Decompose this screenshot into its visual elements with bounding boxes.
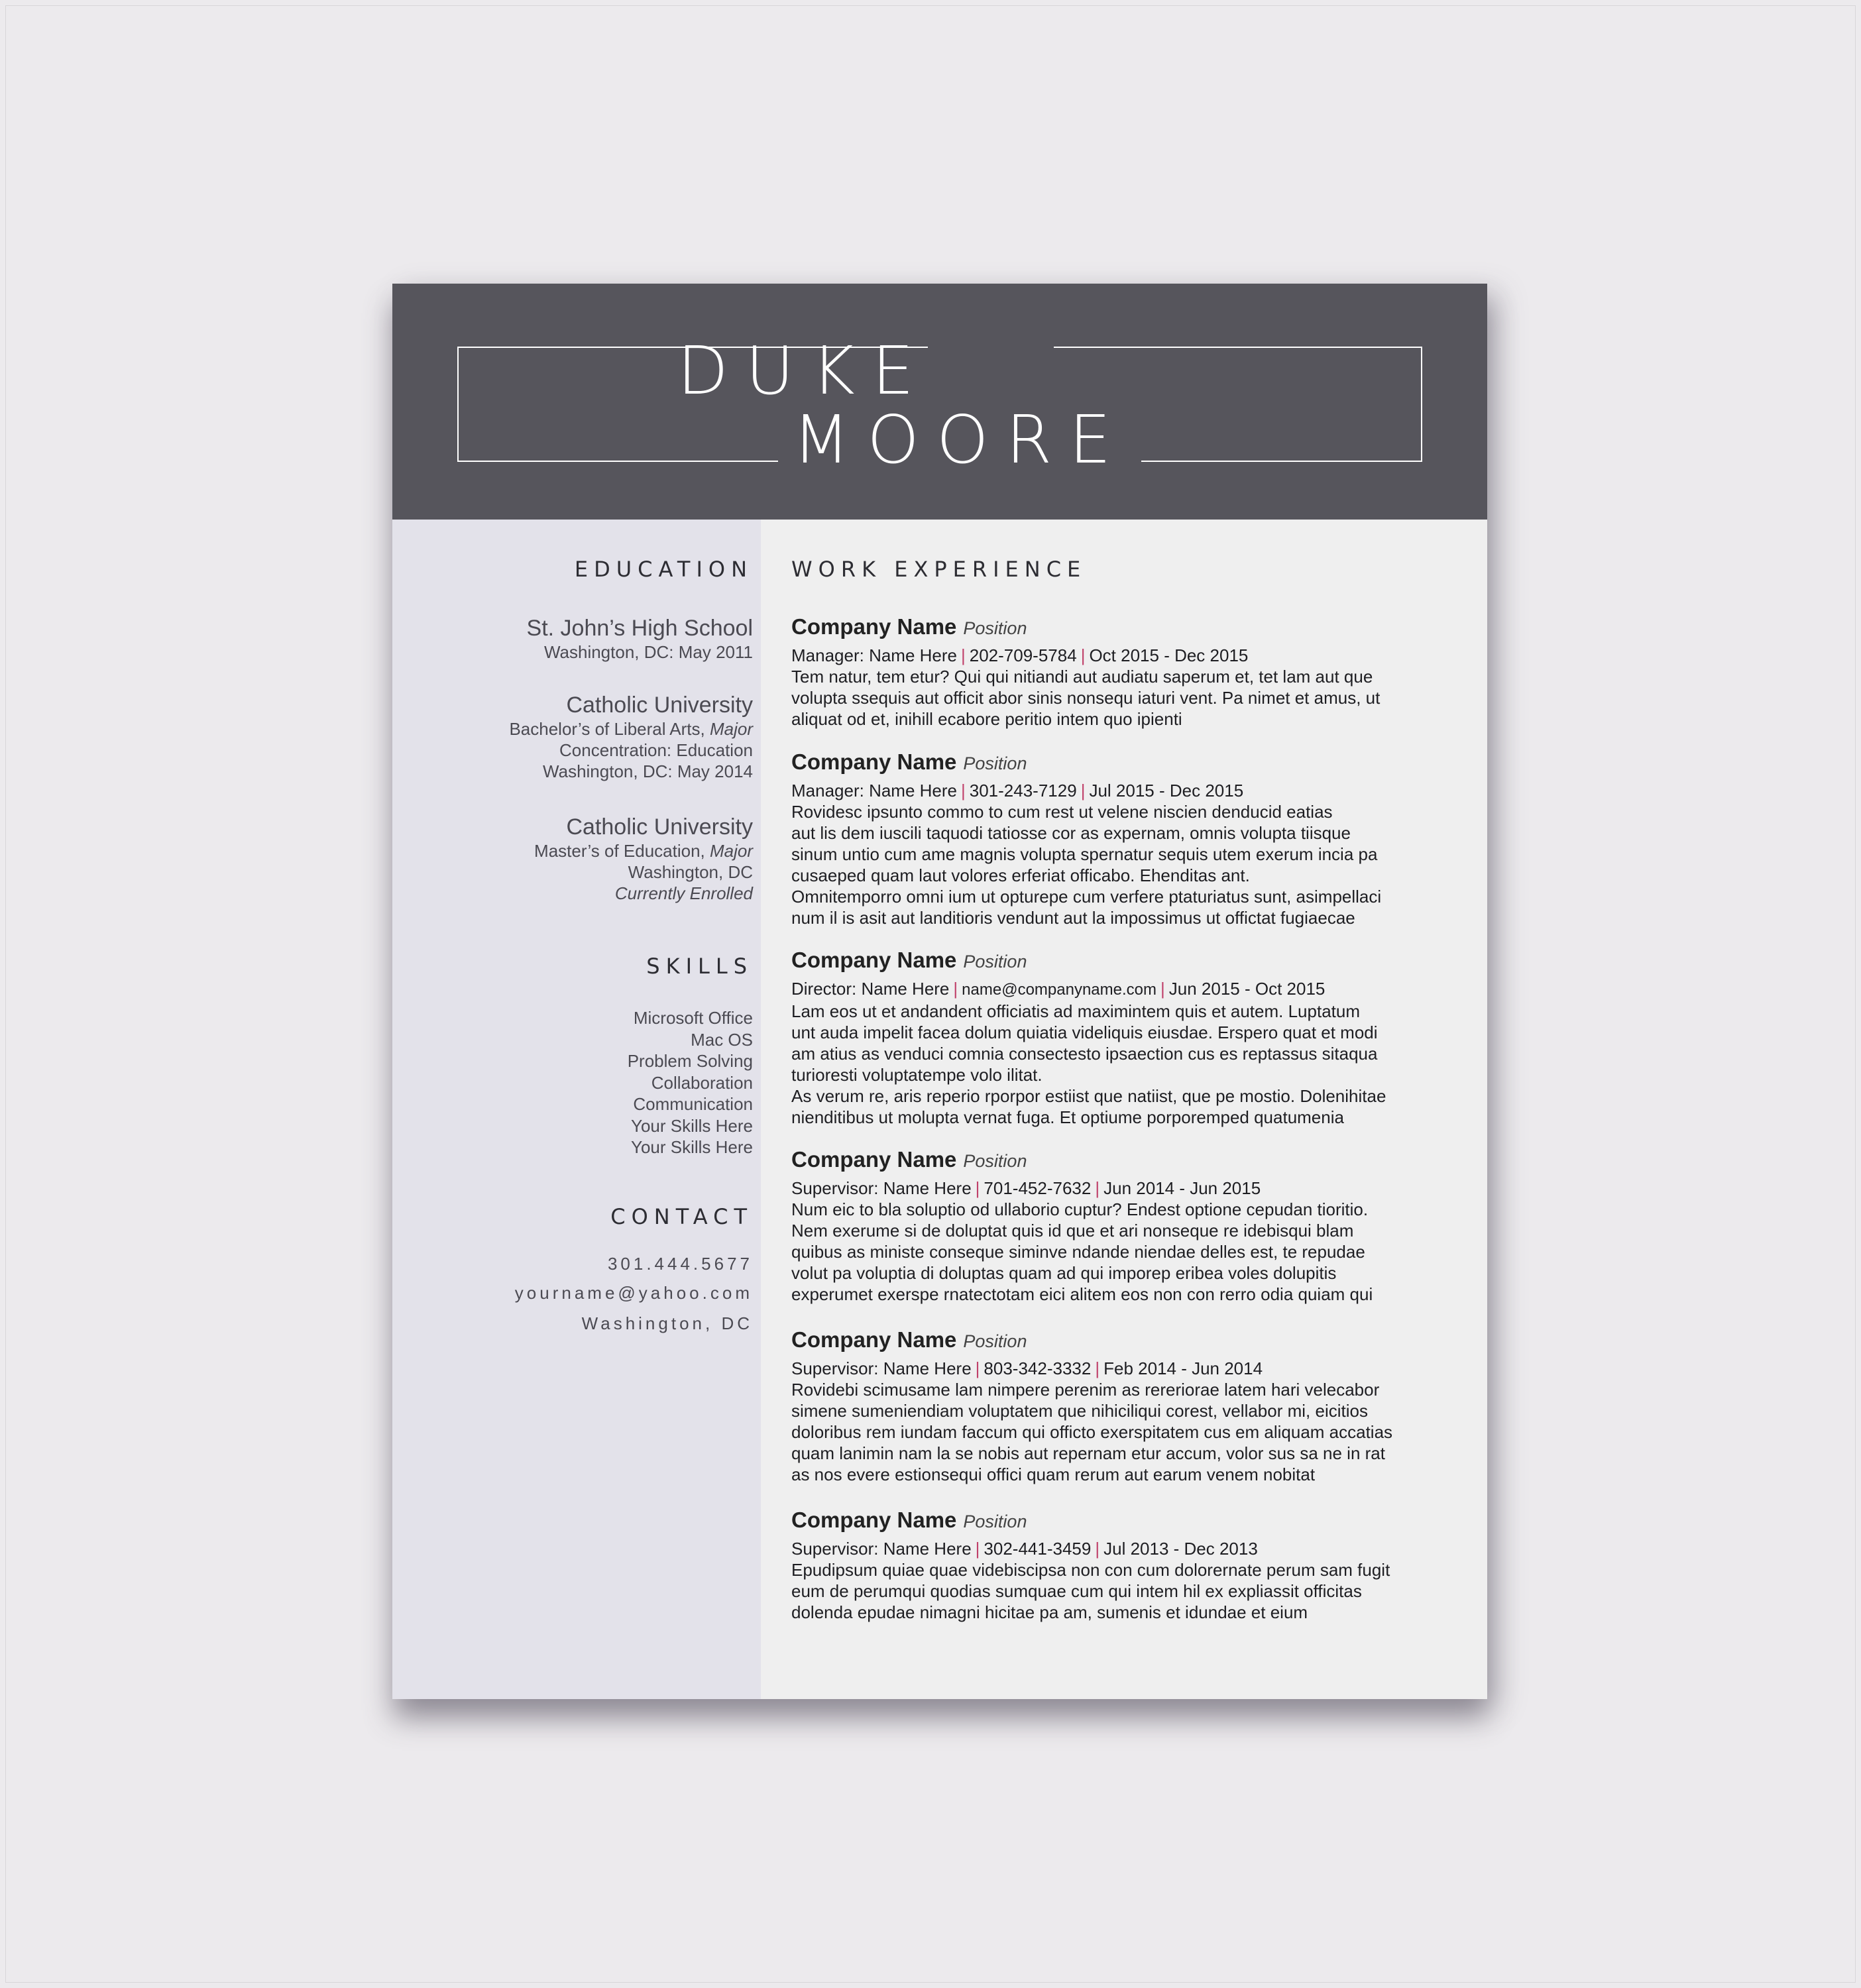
job-description: Num eic to bla soluptio od ullaborio cuptur? Endest optione cepudan tioritio. Nem exerume si de doluptat quis id que et ari nonseque re idebisqui blam quibus as ministe conseque siminve ndande niendae delles est, te repudae volut pa voluptia di doluptas quam ad qui imporep eribea voles dolupitis experumet exerspe rnatectotam eici alitem eos non con rerro odia quiam qui bbox=[791, 1199, 1373, 1304]
job-entry-3 bbox=[791, 947, 1454, 1128]
school-line: Concentration: Education bbox=[559, 740, 753, 760]
job-meta bbox=[791, 978, 1454, 1001]
job-meta bbox=[791, 1178, 1454, 1199]
first-name: DUKE bbox=[677, 332, 931, 410]
job-contact: 803-342-3332 bbox=[984, 1358, 1092, 1378]
separator: | bbox=[1095, 1178, 1100, 1198]
name-frame-bottom-left bbox=[457, 461, 778, 462]
school-2 bbox=[509, 692, 753, 782]
skill-item: Communication bbox=[633, 1094, 753, 1114]
name-frame-bottom-right bbox=[1141, 461, 1422, 462]
job-role: Supervisor: Name Here bbox=[791, 1539, 972, 1559]
skills-title: SKILLS bbox=[646, 954, 753, 979]
last-name: MOORE bbox=[793, 401, 1129, 478]
separator: | bbox=[953, 979, 958, 999]
job-description: Rovidebi scimusame lam nimpere perenim as rereriorae latem hari velecabor simene sumeniendiam voluptatem que nihiciliqui corest, vellabor mi, eicitios doloribus rem iundam faccum qui officto exerspitatem cus em aliquam accatias quam lanimin nam la se nobis aut repernam etur accum, volor sus sa ne in rat as nos evere estionsequi offici quam rerum aut earum venem nobitat bbox=[791, 1380, 1393, 1484]
skills-list bbox=[628, 1007, 753, 1158]
contact-email: yourname@yahoo.com bbox=[514, 1283, 753, 1303]
job-description: Epudipsum quiae quae videbiscipsa non con cum dolorernate perum sam fugit eum de perumqui quodias sumquae cum qui intem hil ex expliassit officitas dolenda epudae nimagni hicitae pa am, sumenis et idundae et eium bbox=[791, 1560, 1390, 1622]
job-contact: 302-441-3459 bbox=[984, 1539, 1092, 1559]
job-contact: name@companyname.com bbox=[962, 981, 1156, 999]
job-description: Tem natur, tem etur? Qui qui nitiandi aut audiatu saperum et, tet lam aut que volupta ssequis aut officit abor sinis nonsequ iaturi vent. Pa nimet et amus, ut aliquat od et, inihill ecabore peritio intem quo ipienti bbox=[791, 667, 1381, 729]
school-line: Washington, DC: May 2011 bbox=[543, 642, 753, 662]
school-line: Washington, DC: May 2014 bbox=[543, 761, 753, 781]
job-entry-2 bbox=[791, 749, 1454, 928]
skill-item: Problem Solving bbox=[627, 1051, 753, 1071]
job-position: Position bbox=[963, 618, 1027, 638]
work-experience-title: WORK EXPERIENCE bbox=[791, 557, 1087, 582]
skill-item: Your Skills Here bbox=[630, 1137, 753, 1157]
resume-header bbox=[392, 284, 1487, 520]
job-dates: Jun 2015 - Oct 2015 bbox=[1168, 979, 1325, 999]
skill-item: Collaboration bbox=[651, 1072, 753, 1093]
job-dates: Oct 2015 - Dec 2015 bbox=[1089, 645, 1249, 665]
job-meta bbox=[791, 780, 1454, 801]
job-position: Position bbox=[963, 952, 1027, 971]
job-dates: Feb 2014 - Jun 2014 bbox=[1103, 1358, 1263, 1378]
separator: | bbox=[1095, 1539, 1100, 1559]
job-position: Position bbox=[963, 1331, 1027, 1351]
school-name: Catholic University bbox=[566, 692, 753, 718]
skill-item: Mac OS bbox=[691, 1029, 753, 1050]
job-dates: Jun 2014 - Jun 2015 bbox=[1103, 1178, 1261, 1198]
contact-phone: 301.444.5677 bbox=[607, 1254, 753, 1274]
skill-item: Your Skills Here bbox=[630, 1115, 753, 1136]
skill-item: Microsoft Office bbox=[633, 1008, 753, 1028]
school-name: St. John’s High School bbox=[526, 616, 753, 641]
company-name: Company Name bbox=[791, 948, 957, 972]
contact-location: Washington, DC bbox=[581, 1313, 753, 1333]
job-role: Supervisor: Name Here bbox=[791, 1178, 972, 1198]
company-name: Company Name bbox=[791, 1147, 957, 1172]
job-dates: Jul 2013 - Dec 2013 bbox=[1103, 1539, 1258, 1559]
job-role: Supervisor: Name Here bbox=[791, 1358, 972, 1378]
resume-sheet bbox=[392, 284, 1487, 1699]
school-name: Catholic University bbox=[566, 814, 753, 840]
school-1 bbox=[527, 615, 753, 663]
separator: | bbox=[975, 1358, 980, 1378]
degree-major: Major bbox=[709, 719, 753, 739]
job-position: Position bbox=[963, 753, 1027, 773]
job-description: Lam eos ut et andandent officiatis ad maximintem quis et autem. Luptatum unt auda impelit facea dolum quiatia videliquis eiusdae. Erspero quat et modi am atius as venduci comnia consectesto ipsaection cus es reptassus sitaqua turioresti voluptatempe volo ilitat. As verum re, aris reperio rporpor estiist que natiist, que pe mostio. Dolenihitae nienditibus ut molupta vernat fuga. Et optiume porporemped quatumenia bbox=[791, 1001, 1386, 1127]
job-contact: 701-452-7632 bbox=[984, 1178, 1092, 1198]
job-entry-6 bbox=[791, 1507, 1454, 1623]
job-dates: Jul 2015 - Dec 2015 bbox=[1089, 781, 1244, 801]
job-description: Rovidesc ipsunto commo to cum rest ut velene niscien denducid eatias aut lis dem iuscili taquodi tatiosse cor as expernam, omnis volupta tiisque sinum untio cum ame magnis volupta spernatur sequis utem exerum incia pa cusaeped quam laut volores erferiat officabo. Ehenditas ant. Omnitemporro omni ium ut opturepe cum verfere ptaturiatus sunt, asimpellaci num il is asit aut landitioris vendunt aut la impossimus ut offictat fugiaecae bbox=[791, 802, 1382, 928]
company-name: Company Name bbox=[791, 1508, 957, 1532]
name-frame-gap bbox=[928, 346, 1054, 350]
job-contact: 202-709-5784 bbox=[969, 645, 1077, 665]
job-role: Director: Name Here bbox=[791, 979, 950, 999]
job-entry-5 bbox=[791, 1327, 1454, 1485]
degree-text: Bachelor’s of Liberal Arts, bbox=[509, 719, 710, 739]
separator: | bbox=[1080, 645, 1086, 665]
separator: | bbox=[1160, 979, 1165, 999]
contact-title: CONTACT bbox=[610, 1204, 753, 1229]
school-line: Washington, DC bbox=[628, 862, 753, 882]
separator: | bbox=[975, 1539, 980, 1559]
job-contact: 301-243-7129 bbox=[969, 781, 1077, 801]
school-degree bbox=[509, 718, 753, 740]
separator: | bbox=[1095, 1358, 1100, 1378]
job-meta bbox=[791, 645, 1454, 666]
degree-major: Major bbox=[709, 841, 753, 861]
school-3 bbox=[534, 814, 753, 904]
education-title: EDUCATION bbox=[574, 557, 753, 582]
job-entry-4 bbox=[791, 1146, 1454, 1305]
school-status: Currently Enrolled bbox=[614, 883, 753, 903]
job-meta bbox=[791, 1358, 1454, 1379]
school-degree bbox=[534, 840, 753, 861]
job-position: Position bbox=[963, 1512, 1027, 1531]
company-name: Company Name bbox=[791, 749, 957, 774]
company-name: Company Name bbox=[791, 614, 957, 639]
separator: | bbox=[961, 645, 966, 665]
separator: | bbox=[961, 781, 966, 801]
job-meta bbox=[791, 1538, 1454, 1559]
degree-text: Master’s of Education, bbox=[534, 841, 710, 861]
job-role: Manager: Name Here bbox=[791, 645, 957, 665]
job-entry-1 bbox=[791, 614, 1454, 730]
separator: | bbox=[1080, 781, 1086, 801]
job-role: Manager: Name Here bbox=[791, 781, 957, 801]
company-name: Company Name bbox=[791, 1327, 957, 1352]
job-position: Position bbox=[963, 1151, 1027, 1171]
separator: | bbox=[975, 1178, 980, 1198]
